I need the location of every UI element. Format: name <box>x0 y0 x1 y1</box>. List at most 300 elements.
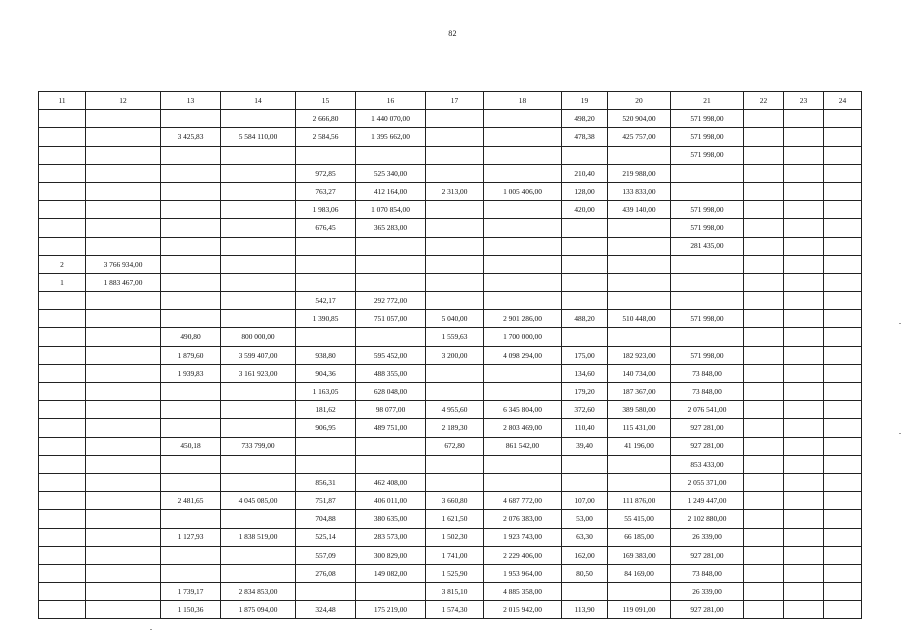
table-cell <box>608 328 671 346</box>
table-cell <box>39 510 86 528</box>
table-cell: 4 955,60 <box>426 401 484 419</box>
scan-speck <box>899 433 901 434</box>
table-cell <box>744 455 784 473</box>
table-cell <box>161 237 221 255</box>
table-cell <box>744 146 784 164</box>
table-cell: 1 249 447,00 <box>671 492 744 510</box>
table-cell: 1 502,30 <box>426 528 484 546</box>
table-cell: 2 834 853,00 <box>221 583 296 601</box>
table-cell <box>562 219 608 237</box>
table-cell: 6 345 804,00 <box>484 401 562 419</box>
table-cell: 1 741,00 <box>426 546 484 564</box>
table-cell <box>426 255 484 273</box>
table-cell: 406 011,00 <box>356 492 426 510</box>
table-cell <box>784 401 824 419</box>
table-cell <box>824 546 862 564</box>
table-cell <box>784 237 824 255</box>
table-cell: 1 879,60 <box>161 346 221 364</box>
table-row <box>39 164 862 182</box>
table-cell <box>356 237 426 255</box>
table-row <box>39 346 862 364</box>
table-cell <box>86 164 161 182</box>
table-cell <box>39 128 86 146</box>
table-cell <box>562 237 608 255</box>
table-cell <box>562 273 608 291</box>
table-cell: 26 339,00 <box>671 583 744 601</box>
table-cell: 927 281,00 <box>671 437 744 455</box>
table-cell: 63,30 <box>562 528 608 546</box>
column-header: 16 <box>356 92 426 110</box>
table-cell <box>86 110 161 128</box>
table-cell <box>484 383 562 401</box>
table-cell: 2 229 406,00 <box>484 546 562 564</box>
table-cell <box>824 510 862 528</box>
column-header: 15 <box>296 92 356 110</box>
table-cell: 1 525,90 <box>426 564 484 582</box>
table-cell <box>356 255 426 273</box>
table-cell <box>39 437 86 455</box>
table-cell <box>824 346 862 364</box>
table-cell <box>744 328 784 346</box>
table-cell <box>784 546 824 564</box>
table-cell <box>161 146 221 164</box>
table-cell: 1 005 406,00 <box>484 182 562 200</box>
table-cell: 927 281,00 <box>671 546 744 564</box>
table-row <box>39 455 862 473</box>
table-cell <box>86 364 161 382</box>
column-header: 13 <box>161 92 221 110</box>
table-cell: 906,95 <box>296 419 356 437</box>
table-cell: 2 189,30 <box>426 419 484 437</box>
table-cell <box>484 110 562 128</box>
table-cell <box>784 346 824 364</box>
table-cell <box>356 455 426 473</box>
table-cell <box>161 473 221 491</box>
table-cell <box>824 583 862 601</box>
table-cell <box>296 328 356 346</box>
column-header: 22 <box>744 92 784 110</box>
table-cell <box>784 473 824 491</box>
table-cell <box>484 237 562 255</box>
table-cell: 488,20 <box>562 310 608 328</box>
table-cell: 628 048,00 <box>356 383 426 401</box>
table-cell: 489 751,00 <box>356 419 426 437</box>
table-cell: 3 161 923,00 <box>221 364 296 382</box>
table-cell <box>484 201 562 219</box>
table-cell <box>426 128 484 146</box>
table-cell <box>39 473 86 491</box>
table-cell: 98 077,00 <box>356 401 426 419</box>
table-cell: 281 435,00 <box>671 237 744 255</box>
table-cell: 490,80 <box>161 328 221 346</box>
table-cell <box>221 510 296 528</box>
table-cell <box>86 401 161 419</box>
table-cell <box>39 528 86 546</box>
table-cell: 3 200,00 <box>426 346 484 364</box>
table-cell: 134,60 <box>562 364 608 382</box>
column-header: 24 <box>824 92 862 110</box>
table-cell: 704,88 <box>296 510 356 528</box>
table-cell: 525,14 <box>296 528 356 546</box>
table-row <box>39 328 862 346</box>
table-cell: 107,00 <box>562 492 608 510</box>
table-cell <box>744 310 784 328</box>
table-cell <box>39 201 86 219</box>
table-cell <box>562 473 608 491</box>
table-cell <box>784 164 824 182</box>
table-cell: 1 163,05 <box>296 383 356 401</box>
table-cell <box>426 364 484 382</box>
table-row <box>39 292 862 310</box>
table-cell: 1 838 519,00 <box>221 528 296 546</box>
table-cell: 425 757,00 <box>608 128 671 146</box>
table-cell: 2 102 880,00 <box>671 510 744 528</box>
table-cell <box>784 110 824 128</box>
table-cell: 283 573,00 <box>356 528 426 546</box>
table-body <box>39 110 862 619</box>
table-cell <box>221 455 296 473</box>
table-cell <box>744 255 784 273</box>
table-cell <box>784 492 824 510</box>
table-cell <box>296 146 356 164</box>
table-cell: 751 057,00 <box>356 310 426 328</box>
column-header: 11 <box>39 92 86 110</box>
table-cell: 111 876,00 <box>608 492 671 510</box>
table-cell: 389 580,00 <box>608 401 671 419</box>
table-cell <box>784 510 824 528</box>
table-cell <box>426 473 484 491</box>
table-cell: 5 584 110,00 <box>221 128 296 146</box>
table-cell: 175,00 <box>562 346 608 364</box>
table-cell <box>744 473 784 491</box>
table-cell <box>784 328 824 346</box>
table-cell: 115 431,00 <box>608 419 671 437</box>
table-cell: 179,20 <box>562 383 608 401</box>
table-cell: 571 998,00 <box>671 346 744 364</box>
table-cell <box>86 473 161 491</box>
column-header: 12 <box>86 92 161 110</box>
table-row <box>39 473 862 491</box>
table-cell <box>221 182 296 200</box>
table-cell <box>784 564 824 582</box>
table-cell <box>39 492 86 510</box>
table-cell <box>221 546 296 564</box>
table-cell <box>426 292 484 310</box>
table-cell <box>608 255 671 273</box>
table-cell: 672,80 <box>426 437 484 455</box>
table-cell <box>824 328 862 346</box>
table-cell <box>161 401 221 419</box>
table-cell: 2 015 942,00 <box>484 601 562 619</box>
table-row <box>39 437 862 455</box>
table-row <box>39 601 862 619</box>
table-cell <box>161 219 221 237</box>
table-cell: 140 734,00 <box>608 364 671 382</box>
table-cell <box>221 473 296 491</box>
table-cell <box>824 110 862 128</box>
table-cell <box>39 564 86 582</box>
table-cell: 856,31 <box>296 473 356 491</box>
table-cell <box>744 364 784 382</box>
table-cell: 5 040,00 <box>426 310 484 328</box>
table-cell <box>484 364 562 382</box>
table-cell: 4 045 085,00 <box>221 492 296 510</box>
table-cell: 3 599 407,00 <box>221 346 296 364</box>
table-cell: 1 150,36 <box>161 601 221 619</box>
table-cell <box>744 292 784 310</box>
table-cell: 938,80 <box>296 346 356 364</box>
table-cell: 1 875 094,00 <box>221 601 296 619</box>
table-cell <box>562 255 608 273</box>
table-cell <box>608 455 671 473</box>
table-cell: 276,08 <box>296 564 356 582</box>
column-header: 18 <box>484 92 562 110</box>
table-cell: 462 408,00 <box>356 473 426 491</box>
table-row <box>39 110 862 128</box>
table-cell <box>784 128 824 146</box>
table-cell: 412 164,00 <box>356 182 426 200</box>
table-cell <box>608 219 671 237</box>
table-cell: 372,60 <box>562 401 608 419</box>
table-cell: 2 055 371,00 <box>671 473 744 491</box>
table-cell: 292 772,00 <box>356 292 426 310</box>
table-cell <box>824 273 862 291</box>
table-row <box>39 219 862 237</box>
table-cell <box>562 328 608 346</box>
table-cell: 4 885 358,00 <box>484 583 562 601</box>
table-cell: 904,36 <box>296 364 356 382</box>
table-cell <box>744 273 784 291</box>
table-cell <box>426 219 484 237</box>
table-cell: 26 339,00 <box>671 528 744 546</box>
table-cell <box>744 401 784 419</box>
table-cell <box>744 128 784 146</box>
table-cell <box>562 146 608 164</box>
table-cell <box>86 310 161 328</box>
table-cell: 1 390,85 <box>296 310 356 328</box>
table-cell <box>426 383 484 401</box>
table-cell <box>784 583 824 601</box>
table-cell <box>784 419 824 437</box>
table-cell <box>824 401 862 419</box>
table-cell: 972,85 <box>296 164 356 182</box>
table-cell: 571 998,00 <box>671 146 744 164</box>
table-cell: 1 574,30 <box>426 601 484 619</box>
table-cell <box>784 201 824 219</box>
table-cell <box>86 292 161 310</box>
table-cell <box>824 564 862 582</box>
table-cell: 595 452,00 <box>356 346 426 364</box>
table-cell <box>161 383 221 401</box>
table-cell <box>161 292 221 310</box>
table-cell <box>221 273 296 291</box>
table-cell: 1 700 000,00 <box>484 328 562 346</box>
table-cell: 2 <box>39 255 86 273</box>
table-cell: 2 076 541,00 <box>671 401 744 419</box>
table-cell: 1 923 743,00 <box>484 528 562 546</box>
table-cell <box>221 310 296 328</box>
table-cell: 113,90 <box>562 601 608 619</box>
table-cell <box>671 182 744 200</box>
table-cell <box>356 437 426 455</box>
table-cell <box>824 292 862 310</box>
table-cell <box>221 292 296 310</box>
table-cell <box>671 273 744 291</box>
table-cell: 571 998,00 <box>671 201 744 219</box>
table-cell: 733 799,00 <box>221 437 296 455</box>
table-cell: 182 923,00 <box>608 346 671 364</box>
scan-speck <box>899 323 901 324</box>
table-row <box>39 564 862 582</box>
table-cell: 162,00 <box>562 546 608 564</box>
table-cell <box>39 237 86 255</box>
table-cell <box>39 583 86 601</box>
table-cell <box>86 601 161 619</box>
table-cell: 1 559,63 <box>426 328 484 346</box>
table-cell <box>221 201 296 219</box>
table-cell <box>824 164 862 182</box>
table-cell <box>608 146 671 164</box>
table-cell <box>426 201 484 219</box>
table-cell <box>426 146 484 164</box>
table-cell <box>426 455 484 473</box>
table-cell <box>824 255 862 273</box>
table-cell <box>426 273 484 291</box>
table-cell: 73 848,00 <box>671 364 744 382</box>
table-cell <box>39 182 86 200</box>
table-cell <box>744 546 784 564</box>
table-cell: 41 196,00 <box>608 437 671 455</box>
table-cell: 187 367,00 <box>608 383 671 401</box>
table-cell: 149 082,00 <box>356 564 426 582</box>
column-header: 21 <box>671 92 744 110</box>
table-cell: 2 481,65 <box>161 492 221 510</box>
table-cell: 3 766 934,00 <box>86 255 161 273</box>
table-cell <box>562 583 608 601</box>
table-cell: 927 281,00 <box>671 601 744 619</box>
table-cell <box>161 419 221 437</box>
table-cell <box>824 146 862 164</box>
table-cell <box>744 182 784 200</box>
table-cell <box>744 110 784 128</box>
table-cell: 1 070 854,00 <box>356 201 426 219</box>
table-cell <box>824 310 862 328</box>
table-header <box>39 92 862 110</box>
table-cell <box>744 237 784 255</box>
table-cell: 1 953 964,00 <box>484 564 562 582</box>
table-cell: 571 998,00 <box>671 110 744 128</box>
table-cell <box>86 510 161 528</box>
table-cell: 1 883 467,00 <box>86 273 161 291</box>
table-cell: 3 815,10 <box>426 583 484 601</box>
table-cell <box>39 146 86 164</box>
table-cell <box>221 255 296 273</box>
table-cell: 1 127,93 <box>161 528 221 546</box>
table-cell: 557,09 <box>296 546 356 564</box>
table-cell <box>784 437 824 455</box>
table-cell: 80,50 <box>562 564 608 582</box>
table-cell <box>161 164 221 182</box>
table-cell: 676,45 <box>296 219 356 237</box>
table-cell: 133 833,00 <box>608 182 671 200</box>
table-row <box>39 237 862 255</box>
table-row <box>39 128 862 146</box>
table-cell <box>784 528 824 546</box>
table-cell: 210,40 <box>562 164 608 182</box>
table-cell: 55 415,00 <box>608 510 671 528</box>
table-cell <box>161 455 221 473</box>
table-cell <box>161 273 221 291</box>
table-cell: 763,27 <box>296 182 356 200</box>
table-cell <box>671 292 744 310</box>
table-cell: 510 448,00 <box>608 310 671 328</box>
table-cell: 420,00 <box>562 201 608 219</box>
table-cell <box>221 146 296 164</box>
table-cell <box>39 164 86 182</box>
table-cell: 520 904,00 <box>608 110 671 128</box>
table-cell <box>562 455 608 473</box>
table-cell <box>161 510 221 528</box>
table-cell <box>86 328 161 346</box>
table-cell: 751,87 <box>296 492 356 510</box>
table-cell <box>86 419 161 437</box>
table-cell <box>562 292 608 310</box>
table-cell <box>426 237 484 255</box>
table-cell <box>484 292 562 310</box>
header-row <box>39 92 862 110</box>
table-cell <box>824 455 862 473</box>
table-cell <box>39 383 86 401</box>
table-cell <box>221 164 296 182</box>
table-cell <box>296 237 356 255</box>
table-cell <box>86 128 161 146</box>
table-cell <box>744 510 784 528</box>
table-cell: 1 395 662,00 <box>356 128 426 146</box>
table-cell: 110,40 <box>562 419 608 437</box>
table-row <box>39 401 862 419</box>
page-number: 82 <box>448 29 457 38</box>
table-cell: 861 542,00 <box>484 437 562 455</box>
table-cell: 571 998,00 <box>671 310 744 328</box>
table-cell: 2 076 383,00 <box>484 510 562 528</box>
table-cell <box>784 310 824 328</box>
table-cell <box>784 292 824 310</box>
table-cell <box>86 564 161 582</box>
table-cell <box>784 273 824 291</box>
table-cell <box>86 455 161 473</box>
table-cell: 927 281,00 <box>671 419 744 437</box>
table-row <box>39 255 862 273</box>
table-cell: 2 584,56 <box>296 128 356 146</box>
table-cell <box>824 128 862 146</box>
table-cell <box>39 401 86 419</box>
table-cell <box>221 419 296 437</box>
table-cell <box>39 455 86 473</box>
table-row <box>39 146 862 164</box>
table-cell <box>744 219 784 237</box>
table-cell: 39,40 <box>562 437 608 455</box>
table-cell <box>484 164 562 182</box>
table-cell <box>824 383 862 401</box>
table-cell <box>784 255 824 273</box>
table-cell: 571 998,00 <box>671 219 744 237</box>
table-cell <box>744 201 784 219</box>
column-header: 23 <box>784 92 824 110</box>
table-cell <box>39 346 86 364</box>
table-row <box>39 528 862 546</box>
table-cell <box>161 546 221 564</box>
table-cell <box>86 182 161 200</box>
